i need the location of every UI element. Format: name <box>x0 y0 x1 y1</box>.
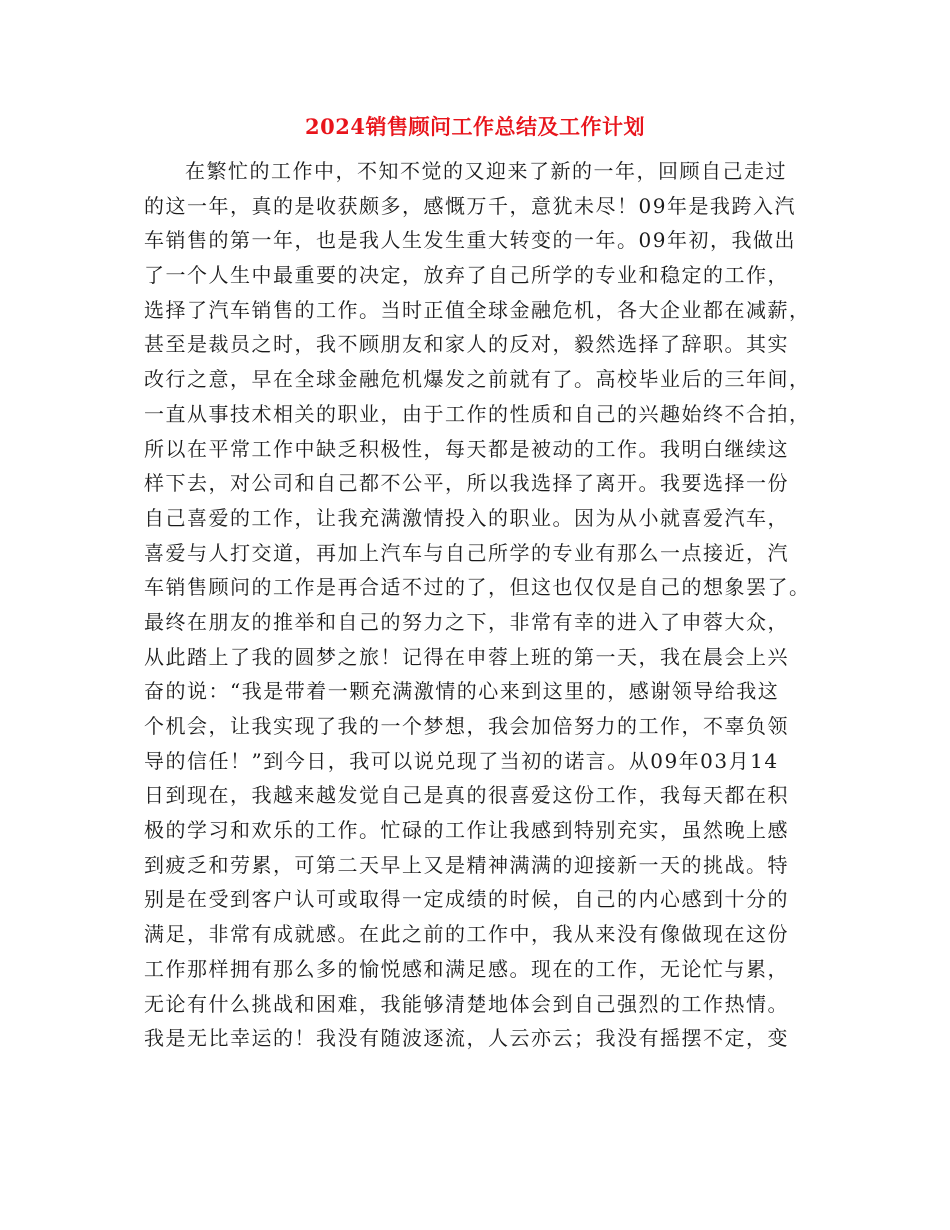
body-line: 别是在受到客户认可或取得一定成绩的时候，自己的内心感到十分的 <box>144 887 789 912</box>
body-line: 导的信任！”到今日，我可以说兑现了当初的诺言。从09年03月14 <box>144 748 779 773</box>
body-line: 在繁忙的工作中，不知不觉的又迎来了新的一年，回顾自己走过 <box>185 159 787 183</box>
body-line: 到疲乏和劳累，可第二天早上又是精神满满的迎接新一天的挑战。特 <box>144 852 789 877</box>
body-line: 自己喜爱的工作，让我充满激情投入的职业。因为从小就喜爱汽车， <box>144 505 789 530</box>
document-title: 2024销售顾问工作总结及工作计划 <box>305 114 645 139</box>
body-line: 的这一年，真的是收获颇多，感慨万千，意犹未尽！09年是我跨入汽 <box>144 193 796 218</box>
body-line: 工作那样拥有那么多的愉悦感和满足感。现在的工作，无论忙与累， <box>144 956 789 981</box>
body-line: 个机会，让我实现了我的一个梦想，我会加倍努力的工作，不辜负领 <box>144 714 789 738</box>
body-line: 选择了汽车销售的工作。当时正值全球金融危机，各大企业都在减薪， <box>144 297 811 322</box>
body-line: 了一个人生中最重要的决定，放弃了自己所学的专业和稳定的工作， <box>144 263 789 288</box>
body-line: 我是无比幸运的！我没有随波逐流，人云亦云；我没有摇摆不定，变 <box>144 1026 789 1051</box>
body-line: 所以在平常工作中缺乏积极性，每天都是被动的工作。我明白继续这 <box>144 436 789 461</box>
body-line: 满足，非常有成就感。在此之前的工作中，我从来没有像做现在这份 <box>144 922 789 947</box>
body-line: 无论有什么挑战和困难，我能够清楚地体会到自己强烈的工作热情。 <box>144 991 789 1016</box>
body-line: 奋的说：“我是带着一颗充满激情的心来到这里的，感谢领导给我这 <box>144 679 780 704</box>
body-line: 喜爱与人打交道，再加上汽车与自己所学的专业有那么一点接近，汽 <box>144 540 789 565</box>
body-line: 车销售的第一年，也是我人生发生重大转变的一年。09年初，我做出 <box>144 228 796 253</box>
body-line: 日到现在，我越来越发觉自己是真的很喜爱这份工作，我每天都在积 <box>144 783 789 808</box>
body-line: 车销售顾问的工作是再合适不过的了，但这也仅仅是自己的想象罢了。 <box>144 575 811 600</box>
body-line: 极的学习和欢乐的工作。忙碌的工作让我感到特别充实，虽然晚上感 <box>144 818 789 843</box>
body-line: 改行之意，早在全球金融危机爆发之前就有了。高校毕业后的三年间， <box>144 367 811 392</box>
body-line: 从此踏上了我的圆梦之旅！记得在申蓉上班的第一天，我在晨会上兴 <box>144 644 789 669</box>
body-line: 样下去，对公司和自己都不公平，所以我选择了离开。我要选择一份 <box>144 471 789 496</box>
body-line: 甚至是裁员之时，我不顾朋友和家人的反对，毅然选择了辞职。其实 <box>144 332 789 357</box>
body-line: 最终在朋友的推举和自己的努力之下，非常有幸的进入了申蓉大众， <box>144 609 789 634</box>
body-line: 一直从事技术相关的职业，由于工作的性质和自己的兴趣始终不合拍， <box>144 401 811 426</box>
document-body <box>144 154 824 1056</box>
